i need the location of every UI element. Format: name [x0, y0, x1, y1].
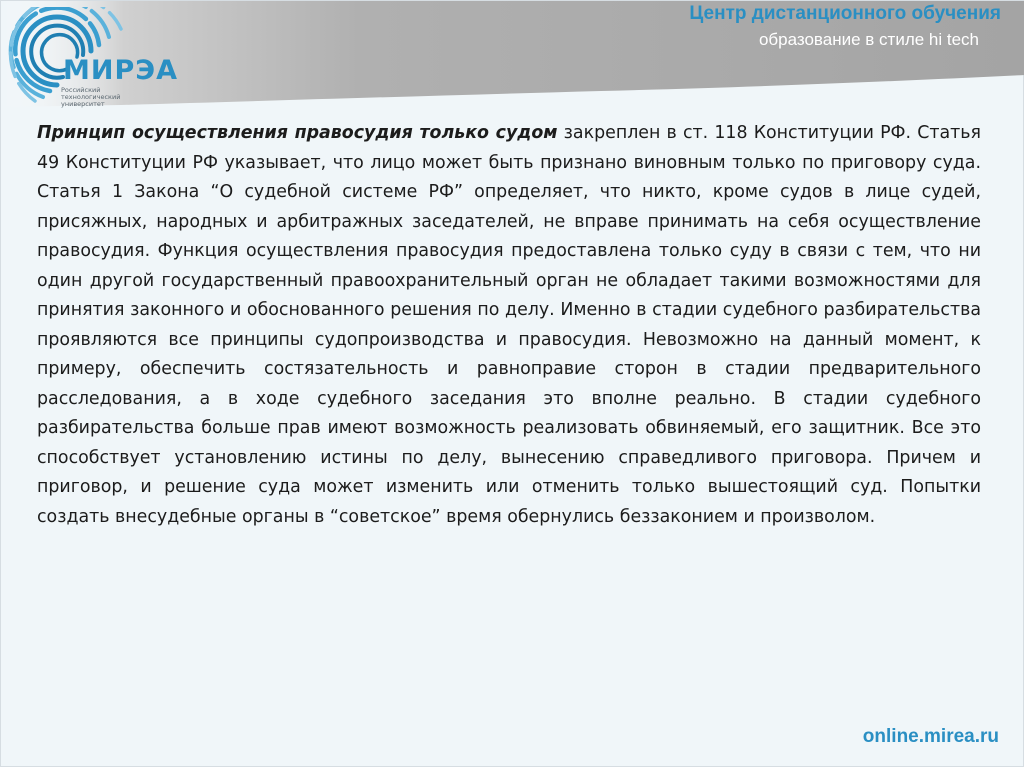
logo-wordmark: МИРЭА	[63, 55, 178, 86]
paragraph-body: закреплен в ст. 118 Конституции РФ. Статья 49 Конституции РФ указывает, что лицо может быть признано виновным только по приговору суда. Статья 1 Закона “О судебной системе РФ” определяет, что никто, кроме судов в лице судей, присяжных, народных и арбитражных заседателей, не вправе принимать на себя осуществление правосудия. Функция осуществления правосудия предоставлена только суду в связи с тем, что ни один другой государственный правоохранительный орган не обладает такими возможностями для принятия законного и обоснованного решения по делу. Именно в стадии судебного разбирательства проявляются все принципы судопроизводства и правосудия. Невозможно на данный момент, к примеру, обеспечить состязательность и равноправие сторон в стадии предварительного расследования, а в ходе судебного заседания это вполне реально. В стадии судебного разбирательства больше прав имеют возможность реализовать обвиняемый, его защитник. Все это способствует установлению истины по делу, вынесению справедливого приговора. Причем и приговор, и решение суда может изменить или отменить только вышестоящий суд. Попытки создать внесудебные органы в “советское” время обернулись беззаконием и произволом.	[37, 123, 981, 527]
mirea-logo	[5, 7, 195, 107]
footer-url: online.mirea.ru	[862, 726, 999, 747]
logo-subtitle: Российский технологический университет	[61, 86, 121, 108]
lead-phrase: Принцип осуществления правосудия только судом	[37, 123, 558, 143]
main-paragraph	[37, 119, 981, 532]
center-title: Центр дистанционного обучения	[689, 3, 1001, 24]
center-subtitle: образование в стиле hi tech	[758, 30, 979, 49]
